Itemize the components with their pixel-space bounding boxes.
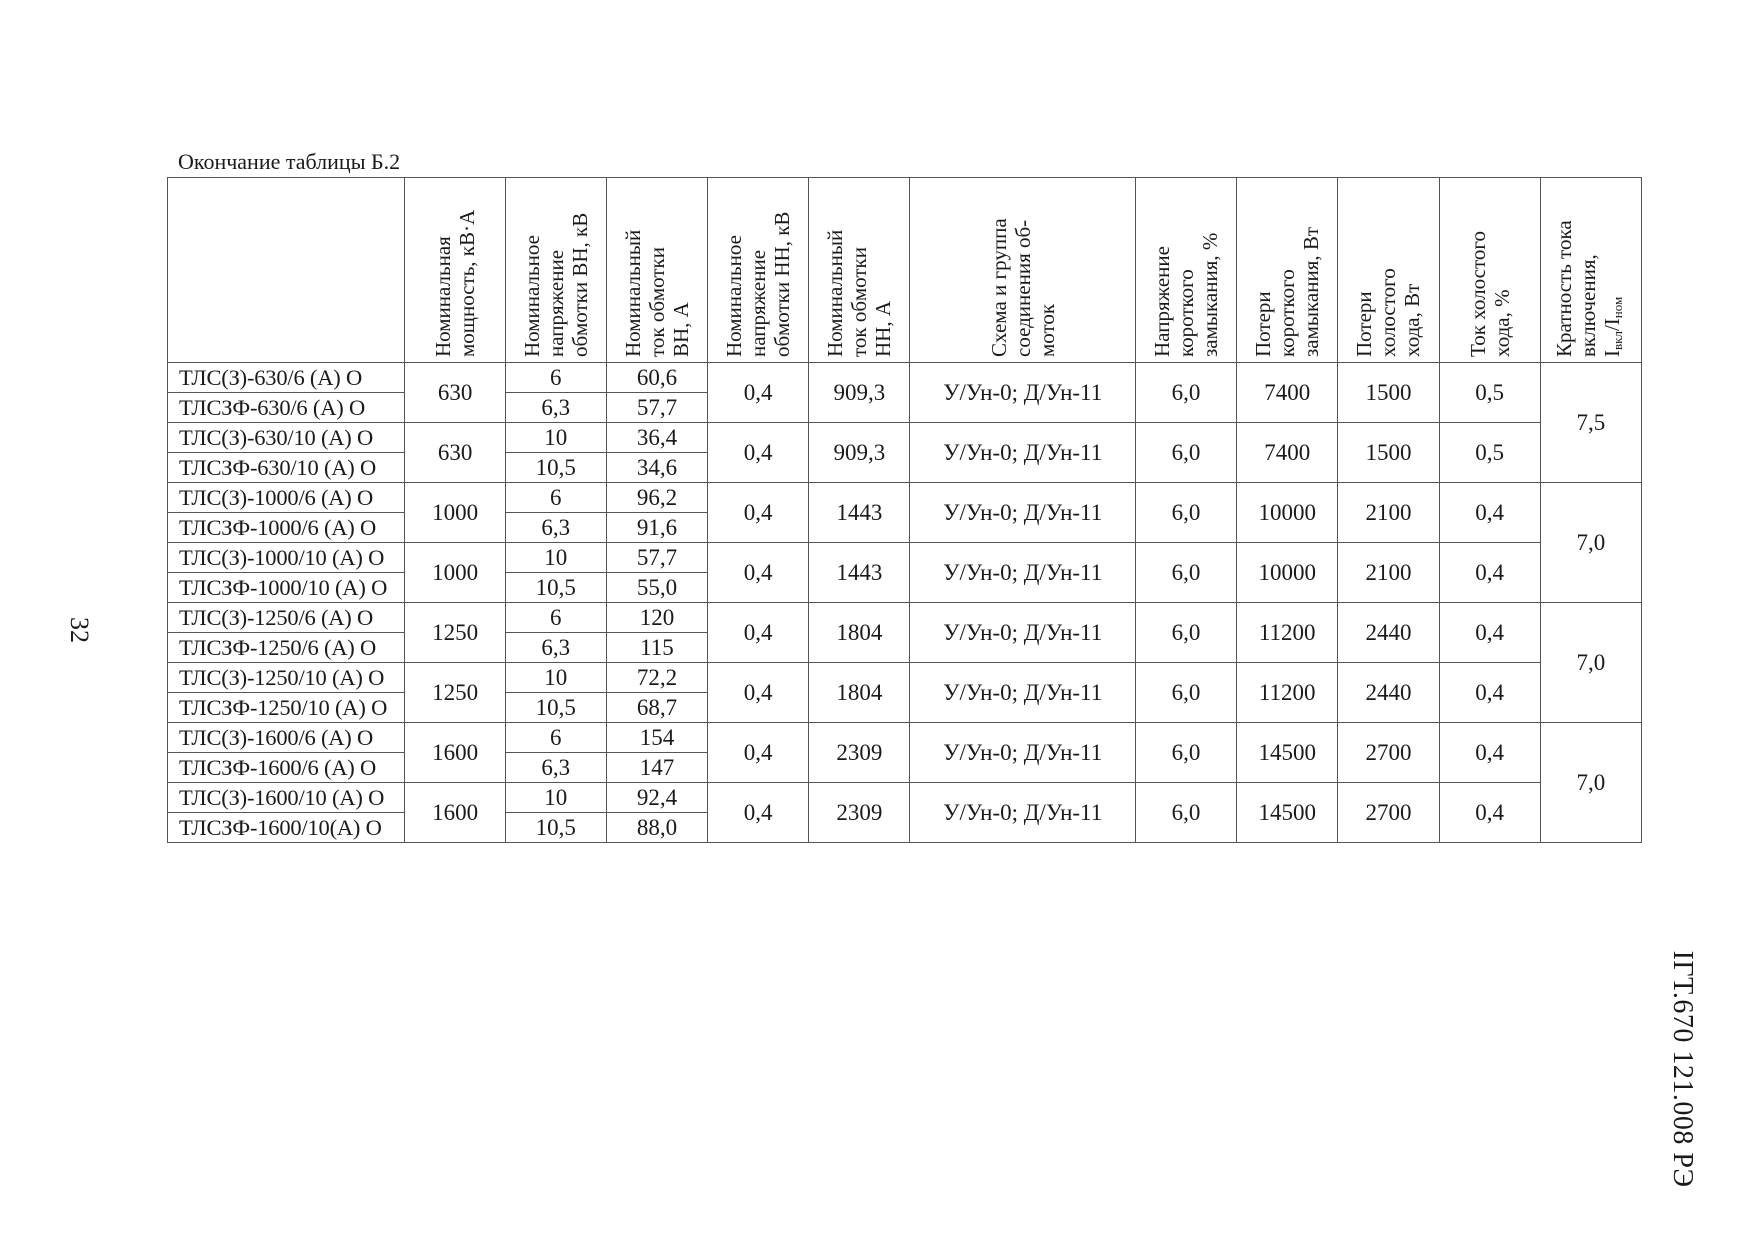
model-name: ТЛСЗФ-630/10 (А) О: [168, 453, 405, 483]
hv-voltage-cell: 6: [505, 363, 606, 393]
header-lv-voltage: Номинальное напряжение обмотки НН, кВ: [708, 178, 809, 363]
hv-current-cell: 96,2: [606, 483, 707, 513]
power-cell: 1000: [405, 543, 505, 603]
lv-voltage-cell: 0,4: [708, 363, 809, 423]
header-lv-current: Номинальный ток обмотки НН, А: [809, 178, 910, 363]
hv-current-cell: 92,4: [606, 783, 707, 813]
hv-voltage-cell: 6: [505, 603, 606, 633]
hv-voltage-cell: 10,5: [505, 693, 606, 723]
model-name: ТЛС(З)-1000/6 (А) О: [168, 483, 405, 513]
hv-voltage-cell: 6: [505, 723, 606, 753]
header-row: [168, 178, 1642, 363]
inrush-multiplicity-cell: 7,5: [1540, 363, 1641, 483]
nl-losses-cell: 1500: [1338, 363, 1439, 423]
lv-current-cell: 2309: [809, 723, 910, 783]
hv-current-cell: 36,4: [606, 423, 707, 453]
hv-voltage-cell: 10: [505, 663, 606, 693]
lv-voltage-cell: 0,4: [708, 483, 809, 543]
power-cell: 1250: [405, 603, 505, 663]
hv-current-cell: 57,7: [606, 543, 707, 573]
hv-voltage-cell: 10: [505, 783, 606, 813]
power-cell: 1000: [405, 483, 505, 543]
lv-voltage-cell: 0,4: [708, 543, 809, 603]
hv-voltage-cell: 6,3: [505, 393, 606, 423]
nl-current-cell: 0,4: [1439, 543, 1540, 603]
sc-voltage-cell: 6,0: [1135, 423, 1236, 483]
nl-losses-cell: 2440: [1338, 603, 1439, 663]
nl-losses-cell: 2440: [1338, 663, 1439, 723]
hv-current-cell: 57,7: [606, 393, 707, 423]
hv-voltage-cell: 10,5: [505, 453, 606, 483]
hv-current-cell: 91,6: [606, 513, 707, 543]
hv-current-cell: 115: [606, 633, 707, 663]
page-number: 32: [65, 617, 94, 643]
sc-voltage-cell: 6,0: [1135, 363, 1236, 423]
model-name: ТЛС(З)-1000/10 (А) О: [168, 543, 405, 573]
scheme-cell: У/Ун-0; Д/Ун-11: [910, 483, 1135, 543]
model-name: ТЛС(З)-630/10 (А) О: [168, 423, 405, 453]
model-name: ТЛС(З)-1250/6 (А) О: [168, 603, 405, 633]
table-row: [168, 663, 1642, 693]
table-row: [168, 603, 1642, 633]
hv-current-cell: 147: [606, 753, 707, 783]
hv-current-cell: 120: [606, 603, 707, 633]
lv-voltage-cell: 0,4: [708, 663, 809, 723]
nl-losses-cell: 1500: [1338, 423, 1439, 483]
scheme-cell: У/Ун-0; Д/Ун-11: [910, 423, 1135, 483]
nl-current-cell: 0,5: [1439, 423, 1540, 483]
lv-current-cell: 1804: [809, 663, 910, 723]
lv-current-cell: 2309: [809, 783, 910, 843]
table-row: [168, 783, 1642, 813]
lv-current-cell: 1443: [809, 483, 910, 543]
sc-voltage-cell: 6,0: [1135, 723, 1236, 783]
sc-losses-cell: 10000: [1237, 483, 1338, 543]
inrush-multiplicity-cell: 7,0: [1540, 603, 1641, 723]
table-caption: Окончание таблицы Б.2: [178, 149, 401, 174]
lv-voltage-cell: 0,4: [708, 423, 809, 483]
hv-voltage-cell: 6,3: [505, 753, 606, 783]
hv-voltage-cell: 10: [505, 423, 606, 453]
nl-losses-cell: 2100: [1338, 483, 1439, 543]
hv-current-cell: 154: [606, 723, 707, 753]
nl-current-cell: 0,4: [1439, 603, 1540, 663]
hv-voltage-cell: 10,5: [505, 573, 606, 603]
model-name: ТЛС(З)-1600/10 (А) О: [168, 783, 405, 813]
nl-current-cell: 0,5: [1439, 363, 1540, 423]
header-nl-losses: Потери холостого хода, Вт: [1338, 178, 1439, 363]
scheme-cell: У/Ун-0; Д/Ун-11: [910, 783, 1135, 843]
lv-current-cell: 909,3: [809, 363, 910, 423]
scheme-cell: У/Ун-0; Д/Ун-11: [910, 543, 1135, 603]
model-name: ТЛС(З)-630/6 (А) О: [168, 363, 405, 393]
inrush-multiplicity-cell: 7,0: [1540, 723, 1641, 843]
lv-current-cell: 1804: [809, 603, 910, 663]
hv-current-cell: 60,6: [606, 363, 707, 393]
hv-current-cell: 55,0: [606, 573, 707, 603]
header-nl-current: Ток холостого хода, %: [1439, 178, 1540, 363]
lv-current-cell: 909,3: [809, 423, 910, 483]
hv-current-cell: 34,6: [606, 453, 707, 483]
model-name: ТЛСЗФ-1600/6 (А) О: [168, 753, 405, 783]
lv-voltage-cell: 0,4: [708, 783, 809, 843]
table-row: [168, 723, 1642, 753]
model-name: ТЛС(З)-1250/10 (А) О: [168, 663, 405, 693]
sc-losses-cell: 11200: [1237, 603, 1338, 663]
lv-current-cell: 1443: [809, 543, 910, 603]
scheme-cell: У/Ун-0; Д/Ун-11: [910, 363, 1135, 423]
header-inrush-multiplicity: Кратность тока включения, $I_{вкл}/I_{ном}$: [1540, 178, 1641, 363]
header-sc-voltage: Напряжение короткого замыкания, %: [1135, 178, 1236, 363]
model-name: ТЛСЗФ-630/6 (А) О: [168, 393, 405, 423]
hv-voltage-cell: 10,5: [505, 813, 606, 843]
inrush-multiplicity-cell: 7,0: [1540, 483, 1641, 603]
hv-current-cell: 88,0: [606, 813, 707, 843]
model-name: ТЛСЗФ-1000/10 (А) О: [168, 573, 405, 603]
hv-current-cell: 68,7: [606, 693, 707, 723]
model-name: ТЛСЗФ-1250/6 (А) О: [168, 633, 405, 663]
lv-voltage-cell: 0,4: [708, 723, 809, 783]
header-model: [168, 178, 405, 363]
header-scheme: Схема и группа соединения об- моток: [910, 178, 1135, 363]
model-name: ТЛСЗФ-1000/6 (А) О: [168, 513, 405, 543]
power-cell: 1600: [405, 723, 505, 783]
sc-voltage-cell: 6,0: [1135, 543, 1236, 603]
nl-current-cell: 0,4: [1439, 723, 1540, 783]
nl-current-cell: 0,4: [1439, 663, 1540, 723]
sc-voltage-cell: 6,0: [1135, 603, 1236, 663]
hv-voltage-cell: 6: [505, 483, 606, 513]
sc-voltage-cell: 6,0: [1135, 483, 1236, 543]
sc-losses-cell: 14500: [1237, 783, 1338, 843]
hv-voltage-cell: 10: [505, 543, 606, 573]
hv-voltage-cell: 6,3: [505, 633, 606, 663]
nl-current-cell: 0,4: [1439, 783, 1540, 843]
sc-voltage-cell: 6,0: [1135, 783, 1236, 843]
nl-losses-cell: 2700: [1338, 783, 1439, 843]
nl-losses-cell: 2700: [1338, 723, 1439, 783]
scheme-cell: У/Ун-0; Д/Ун-11: [910, 603, 1135, 663]
power-cell: 1250: [405, 663, 505, 723]
sc-losses-cell: 7400: [1237, 423, 1338, 483]
nl-losses-cell: 2100: [1338, 543, 1439, 603]
hv-current-cell: 72,2: [606, 663, 707, 693]
transformer-specs-table: [167, 177, 1642, 843]
model-name: ТЛСЗФ-1250/10 (А) О: [168, 693, 405, 723]
header-hv-current: Номинальный ток обмотки ВН, А: [606, 178, 707, 363]
power-cell: 630: [405, 363, 505, 423]
power-cell: 630: [405, 423, 505, 483]
hv-voltage-cell: 6,3: [505, 513, 606, 543]
header-power: Номинальная мощность, кВ·А: [405, 178, 505, 363]
model-name: ТЛСЗФ-1600/10(А) О: [168, 813, 405, 843]
header-hv-voltage: Номинальное напряжение обмотки ВН, кВ: [505, 178, 606, 363]
table-row: [168, 423, 1642, 453]
document-number: ІГТ.670 121.008 РЭ: [1667, 950, 1698, 1188]
lv-voltage-cell: 0,4: [708, 603, 809, 663]
scheme-cell: У/Ун-0; Д/Ун-11: [910, 663, 1135, 723]
sc-losses-cell: 10000: [1237, 543, 1338, 603]
scheme-cell: У/Ун-0; Д/Ун-11: [910, 723, 1135, 783]
table-row: [168, 543, 1642, 573]
sc-losses-cell: 7400: [1237, 363, 1338, 423]
power-cell: 1600: [405, 783, 505, 843]
model-name: ТЛС(З)-1600/6 (А) О: [168, 723, 405, 753]
sc-voltage-cell: 6,0: [1135, 663, 1236, 723]
nl-current-cell: 0,4: [1439, 483, 1540, 543]
table-row: [168, 483, 1642, 513]
sc-losses-cell: 11200: [1237, 663, 1338, 723]
sc-losses-cell: 14500: [1237, 723, 1338, 783]
table-row: [168, 363, 1642, 393]
header-sc-losses: Потери короткого замыкания, Вт: [1237, 178, 1338, 363]
